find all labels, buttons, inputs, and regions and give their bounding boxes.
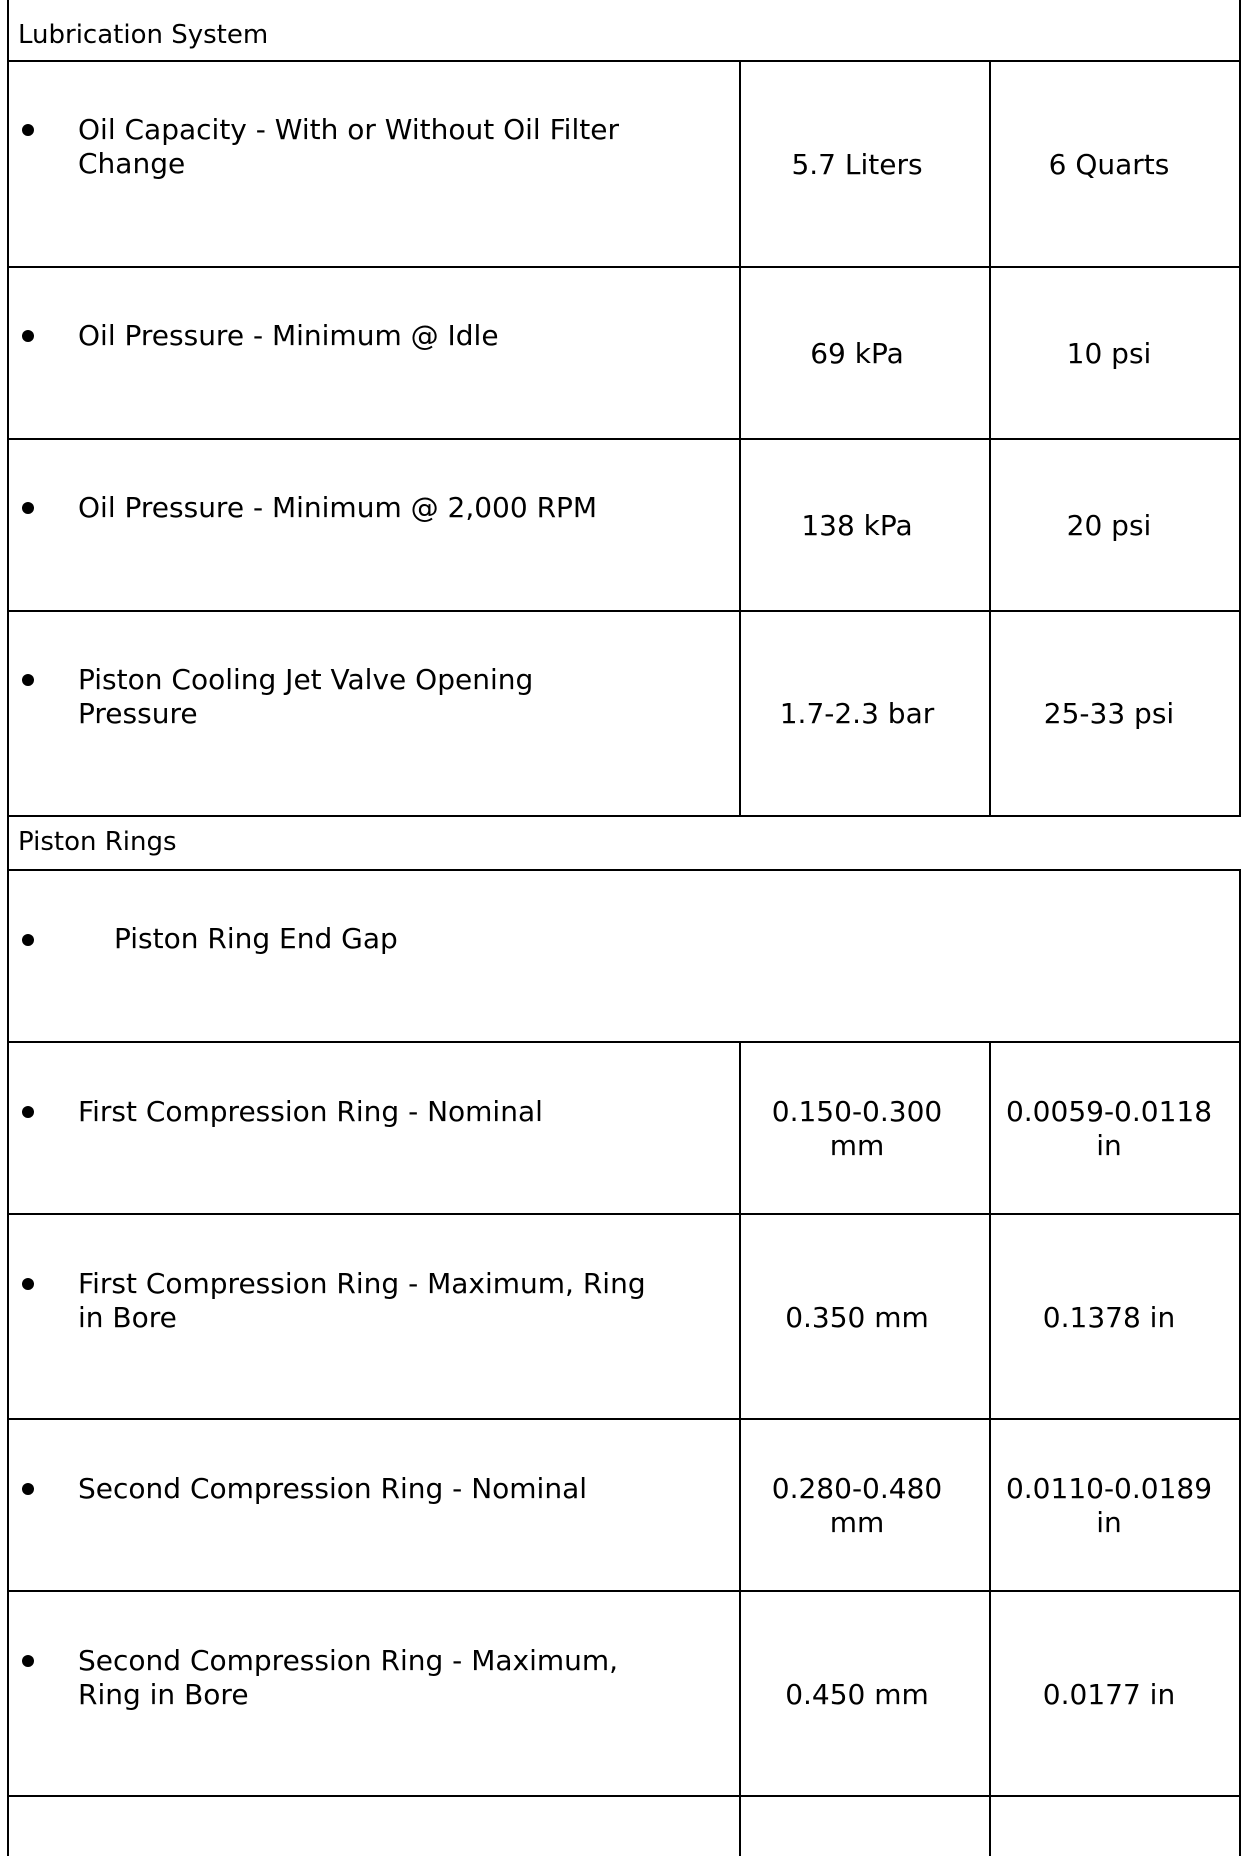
bullet-icon (22, 124, 34, 136)
bullet-icon (22, 934, 34, 946)
row-border (7, 869, 1241, 871)
table-border-right (1239, 871, 1241, 1856)
spec-value-us: 0.1378 in (1042, 1301, 1176, 1334)
spec-label: Oil Pressure - Minimum @ Idle (78, 319, 499, 352)
spec-label: Oil Pressure - Minimum @ 2,000 RPM (78, 491, 598, 524)
spec-value-metric: 69 kPa (810, 337, 904, 370)
spec-label: Second Compression Ring - Maximum, Ring in Bore (78, 1644, 619, 1711)
row-border (7, 1590, 1241, 1592)
row-border (7, 266, 1241, 268)
bullet-icon (22, 502, 34, 514)
spec-value-us: 0.0059-0.0118 in (1005, 1095, 1213, 1162)
table-border-right (1239, 0, 1241, 816)
spec-value-us: 0.0177 in (1042, 1678, 1176, 1711)
bullet-icon (22, 1655, 34, 1667)
spec-value-metric: 0.350 mm (785, 1301, 929, 1334)
spec-value-us: 20 psi (1066, 509, 1152, 542)
spec-value-metric: 5.7 Liters (791, 148, 923, 181)
spec-value-metric: 0.280-0.480 mm (771, 1472, 943, 1539)
section-title-piston-rings: Piston Rings (18, 827, 177, 857)
row-border (7, 1213, 1241, 1215)
table-border-left (7, 0, 9, 1856)
spec-value-us: 0.0110-0.0189 in (1005, 1472, 1213, 1539)
bullet-icon (22, 1106, 34, 1118)
section-title-lubrication: Lubrication System (18, 20, 269, 50)
spec-label: First Compression Ring - Nominal (78, 1095, 543, 1128)
column-divider-metric (739, 1043, 741, 1856)
spec-label: Oil Capacity - With or Without Oil Filter Change (78, 113, 619, 180)
spec-label: Second Compression Ring - Nominal (78, 1472, 588, 1505)
spec-value-us: 25-33 psi (1043, 697, 1175, 730)
bullet-icon (22, 674, 34, 686)
spec-label: Piston Cooling Jet Valve Opening Pressure (78, 663, 534, 730)
bullet-icon (22, 330, 34, 342)
spec-value-us: 10 psi (1066, 337, 1152, 370)
spec-value-us: 6 Quarts (1048, 148, 1170, 181)
bullet-icon (22, 1483, 34, 1495)
spec-label: Piston Ring End Gap (114, 922, 398, 955)
bullet-icon (22, 1278, 34, 1290)
spec-value-metric: 0.450 mm (785, 1678, 929, 1711)
row-border (7, 815, 1241, 817)
row-border (7, 1795, 1241, 1797)
spec-value-metric: 1.7-2.3 bar (779, 697, 935, 730)
spec-label: First Compression Ring - Maximum, Ring in Bore (78, 1267, 646, 1334)
spec-value-metric: 0.150-0.300 mm (771, 1095, 943, 1162)
row-border (7, 438, 1241, 440)
row-border (7, 1041, 1241, 1043)
spec-value-metric: 138 kPa (801, 509, 913, 542)
column-divider-us (989, 1043, 991, 1856)
row-border (7, 610, 1241, 612)
row-border (7, 60, 1241, 62)
row-border (7, 1418, 1241, 1420)
